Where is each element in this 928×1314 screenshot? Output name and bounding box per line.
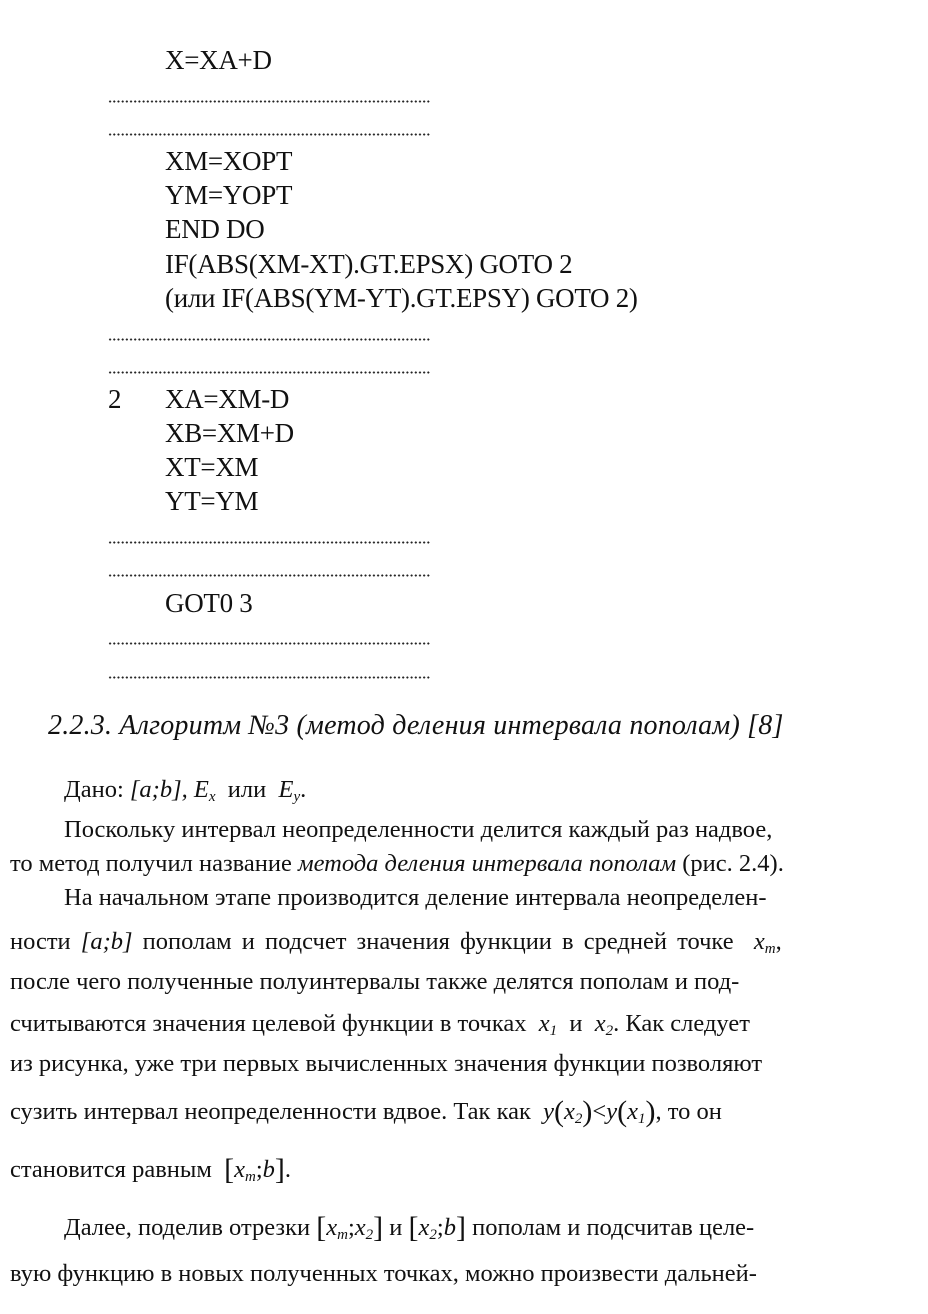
dotted-separator	[108, 100, 430, 103]
code-line: YT=YM	[165, 486, 259, 516]
paragraph-2-line-4: считываются значения целевой функции в точках $x_1$ и $x_2$. Как следует	[10, 1010, 750, 1039]
paragraph-2-line-5: из рисунка, уже три первых вычисленных значения функции позволяют	[10, 1050, 763, 1077]
dotted-separator	[108, 642, 430, 645]
given-interval: [a;b],	[129, 776, 188, 803]
dotted-separator	[108, 133, 430, 136]
dotted-separator	[108, 371, 430, 374]
code-line: END DO	[165, 214, 265, 244]
code-line: XB=XM+D	[165, 418, 294, 448]
code-line: XT=XM	[165, 452, 259, 482]
code-line: IF(ABS(XM-XT).GT.EPSX) GOTO 2	[165, 249, 573, 279]
interval-x2-b: $[x_2;b]$	[408, 1211, 466, 1244]
paragraph-3-line-1: Далее, поделив отрезки $[x_m;x_2]$ и $[x_2;b]$ пополам и подсчитав целе-	[64, 1211, 755, 1244]
interval-xm-x2: $[x_m;x_2]$	[316, 1211, 384, 1244]
code-label: 2	[108, 384, 122, 414]
paragraph-2-line-6: сузить интервал неопределенности вдвое. Так как $y(x_2)<y(x_1)$, то он	[10, 1095, 722, 1128]
term-italic: метода деления интервала пополам	[297, 850, 677, 877]
interval-xm-b: $[x_m;b]$	[224, 1153, 285, 1186]
epsilon-x: $E_x$	[193, 776, 216, 805]
paragraph-3-line-2: вую функцию в новых полученных точках, можно произвести дальней-	[10, 1260, 757, 1287]
paragraph-1-line-2: то метод получил название метода деления интервала пополам (рис. 2.4).	[10, 850, 784, 877]
given-line: Дано: [a;b], $E_x$ или $E_y$.	[64, 776, 307, 805]
paragraph-1-line-1: Поскольку интервал неопределенности делится каждый раз надвое,	[64, 816, 773, 843]
paragraph-2-line-7: становится равным $[x_m;b]$.	[10, 1153, 291, 1186]
paragraph-2-line-3: после чего полученные полуинтервалы также делятся пополам и под-	[10, 968, 740, 995]
code-line: XA=XM-D	[165, 384, 290, 414]
code-line: YM=YOPT	[165, 180, 293, 210]
section-heading: 2.2.3. Алгоритм №3 (метод деления интервала пополам) [8]	[48, 710, 784, 741]
xm-symbol: $x_m$	[753, 928, 776, 957]
dotted-separator	[108, 676, 430, 679]
code-line: X=XA+D	[165, 45, 272, 75]
given-prefix: Дано:	[64, 776, 124, 803]
code-line: (или IF(ABS(YM-YT).GT.EPSY) GOTO 2)	[165, 283, 638, 313]
code-line: XM=XOPT	[165, 146, 293, 176]
epsilon-y: $E_y$	[278, 776, 301, 805]
dotted-separator	[108, 338, 430, 341]
code-line: GOT0 3	[165, 588, 253, 618]
given-or: или	[227, 776, 267, 803]
dotted-separator	[108, 541, 430, 544]
paragraph-2-line-2: ности [a;b] пополам и подсчет значения функции в средней точке $x_m$,	[10, 928, 782, 957]
inequality: $y(x_2)<y(x_1)$	[543, 1095, 656, 1128]
dotted-separator	[108, 574, 430, 577]
paragraph-2-line-1: На начальном этапе производится деление интервала неопределен-	[64, 884, 767, 911]
